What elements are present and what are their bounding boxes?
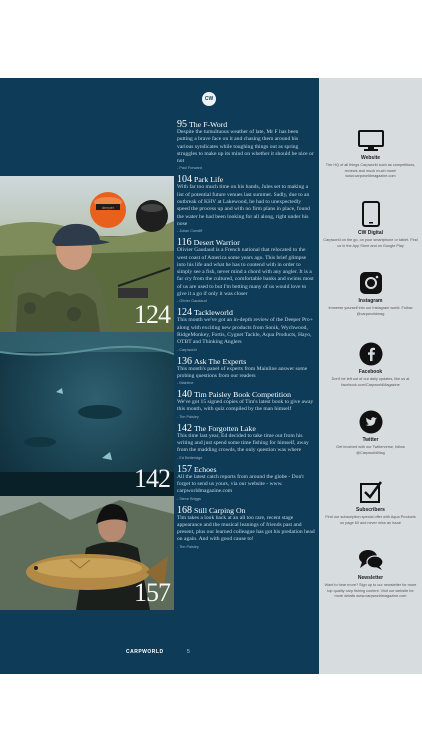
article-page-number: 136 xyxy=(177,355,192,367)
footer-page-number: 5 xyxy=(187,649,190,655)
social-sidebar xyxy=(319,78,422,674)
sidebar-item-cw-digital[interactable] xyxy=(323,201,418,249)
article-item[interactable] xyxy=(177,424,315,460)
article-page-number: 157 xyxy=(177,463,192,475)
article-description: With far too much time on his hands, Jules set to making a list of potential future venues last summer. Sadly, due to an outbreak of KHV at Lakewood, he had to unexpectedly speed the process up and with no firm plans in place, found the water he had been looking for all along, right under his nose xyxy=(177,184,310,227)
tablet-icon xyxy=(361,201,381,227)
article-title: 142 The Forgotten Lake xyxy=(177,422,256,434)
sidebar-item-website[interactable] xyxy=(323,130,418,180)
article-page-number: 140 xyxy=(177,389,192,401)
article-description: Despite the tumultuous weather of late, Mr F has been putting a brave face on it and chasing them around his various syndicates while toughing things out as spring struggles to make up its mind on whether it should be nice or not xyxy=(177,129,314,165)
sidebar-description: Carpworld on the go, on your smartphone or tablet. Find us in the App Store and on Google Play xyxy=(323,238,418,248)
article-item[interactable] xyxy=(177,238,315,303)
article-title: 116 Desert Warrior xyxy=(177,237,240,249)
sidebar-description: The HQ of all things Carpworld such as competitions, reviews and much much more! www.carpworldmagazine.com xyxy=(325,163,416,179)
article-description: This month's panel of experts from Mainline answer some probing questions from our readers xyxy=(177,365,308,379)
article-item[interactable] xyxy=(177,506,315,549)
article-title: 104 Park Life xyxy=(177,174,224,186)
article-title: 124 Tackleworld xyxy=(177,307,233,319)
sidebar-item-facebook[interactable] xyxy=(323,342,418,388)
article-title: 157 Echoes xyxy=(177,463,217,475)
sidebar-item-subscribers[interactable] xyxy=(323,480,418,526)
sidebar-item-newsletter[interactable] xyxy=(323,548,418,600)
sidebar-description: Immerse yourself into our Instagram world. Follow @carpworldmag xyxy=(328,306,413,316)
sidebar-title: Subscribers xyxy=(356,507,385,513)
article-item[interactable] xyxy=(177,465,315,501)
article-author: - Steve Briggs xyxy=(177,496,201,501)
contents-panel xyxy=(0,78,319,674)
sidebar-title: Facebook xyxy=(358,369,383,375)
article-title: 168 Still Carping On xyxy=(177,504,246,516)
instagram-icon xyxy=(359,271,383,295)
article-page-number: 116 xyxy=(177,237,192,249)
article-author: - Tim Paisley xyxy=(177,544,199,549)
article-description: We've got 15 signed copies of Tim's latest book to give away this month, with quiz compiled by the man himself xyxy=(177,399,314,413)
facebook-icon xyxy=(359,342,383,366)
article-author: - Tim Paisley xyxy=(177,414,199,419)
checkbox-icon xyxy=(359,480,383,504)
cw-badge: CW xyxy=(202,92,216,106)
article-author: - Olivier Gaudaud xyxy=(177,299,207,304)
sidebar-title: Website xyxy=(360,155,381,161)
speech-bubbles-icon xyxy=(358,548,384,572)
article-item[interactable] xyxy=(177,120,315,170)
article-item[interactable] xyxy=(177,175,315,233)
sidebar-item-twitter[interactable] xyxy=(323,410,418,456)
article-author: - Ed Betteridge xyxy=(177,455,203,460)
article-page-number: 95 xyxy=(177,119,187,130)
sidebar-item-instagram[interactable] xyxy=(323,271,418,317)
article-description: This time last year, Ed decided to take time out from his writing and just spend some time fishing for himself, away from the madding crowds, the only question was where xyxy=(177,432,309,454)
article-item[interactable] xyxy=(177,357,315,386)
article-description: Olivier Gaudaud is a French national that relocated to the west coast of America some years ago. This brief glimpse into his life and what he has to contend with in order to simply see a fish, never mind a chord with any angler. It is a far cry from the cultured, comfortable banks and swims most of us are used to but I'm betting many of us would love to give it a go if only it was closer xyxy=(177,247,314,298)
article-description: Tim takes a look back at an all too rare, recent stage appearance and the musical leanings of friends past and present, plus our learned colleague has got his predation head on again. And with good cause to! xyxy=(177,514,315,543)
photo-angler-with-sonar xyxy=(0,176,174,332)
article-title: 140 Tim Paisley Book Competition xyxy=(177,389,291,401)
page-number-142: 142 xyxy=(134,464,170,493)
article-item[interactable] xyxy=(177,390,315,419)
carpworld-logo: CARPWORLD xyxy=(126,649,164,655)
monitor-icon xyxy=(358,130,384,152)
article-page-number: 168 xyxy=(177,504,192,516)
deeper-label: deeper xyxy=(101,205,115,210)
sidebar-description: Get involved with our Twitterverse, follow @CarpworldMag xyxy=(336,445,405,455)
articles-list xyxy=(177,120,315,554)
sidebar-description: Find our subscription special offer with Aqua Products on page 60 and never miss an issue xyxy=(325,515,416,525)
article-author: - Carpworld xyxy=(177,347,197,352)
photo-angler-with-carp xyxy=(0,496,174,610)
page-number-157: 157 xyxy=(134,578,170,607)
article-author: - Julian Cundiff xyxy=(177,229,203,234)
sidebar-title: Instagram xyxy=(358,298,383,304)
sidebar-description: Don't be left out of our daily updates, like us at facebook.com/CarpworldMagazine xyxy=(331,377,410,387)
article-description: All the latest catch reports from around the globe - Don't forget to send us yours, via our website - www. carpworldmagazine.com xyxy=(177,473,304,495)
sidebar-description: Want to hear more? Sign up to our newsletter for more top quality carp fishing content. Visit our website for more details www.carpworldmagazine.com xyxy=(324,583,417,599)
article-author: - Mainline xyxy=(177,381,194,386)
twitter-icon xyxy=(359,410,383,434)
article-item[interactable] xyxy=(177,308,315,351)
article-author: - Paul Forward xyxy=(177,166,202,171)
article-description: This month we've got an in-depth review of the Deeper Pro+ along with exciting new products from Sonik, Wychwood, RidgeMonkey, Fortis, Cygnet Tackle, Aqua Products, Hayo, OTBT and Thinking Anglers xyxy=(177,317,313,346)
sidebar-title: CW Digital xyxy=(358,230,383,236)
article-page-number: 142 xyxy=(177,422,192,434)
magazine-page xyxy=(0,78,422,674)
article-page-number: 124 xyxy=(177,307,192,319)
sidebar-title: Newsletter xyxy=(357,575,384,581)
sidebar-title: Twitter xyxy=(362,437,379,443)
article-title: 136 Ask The Experts xyxy=(177,355,247,367)
header xyxy=(0,78,319,120)
page-number-124: 124 xyxy=(134,300,170,329)
article-page-number: 104 xyxy=(177,174,192,186)
article-title: 95 The F-Word xyxy=(177,119,228,130)
photo-underwater-lake xyxy=(0,332,174,496)
